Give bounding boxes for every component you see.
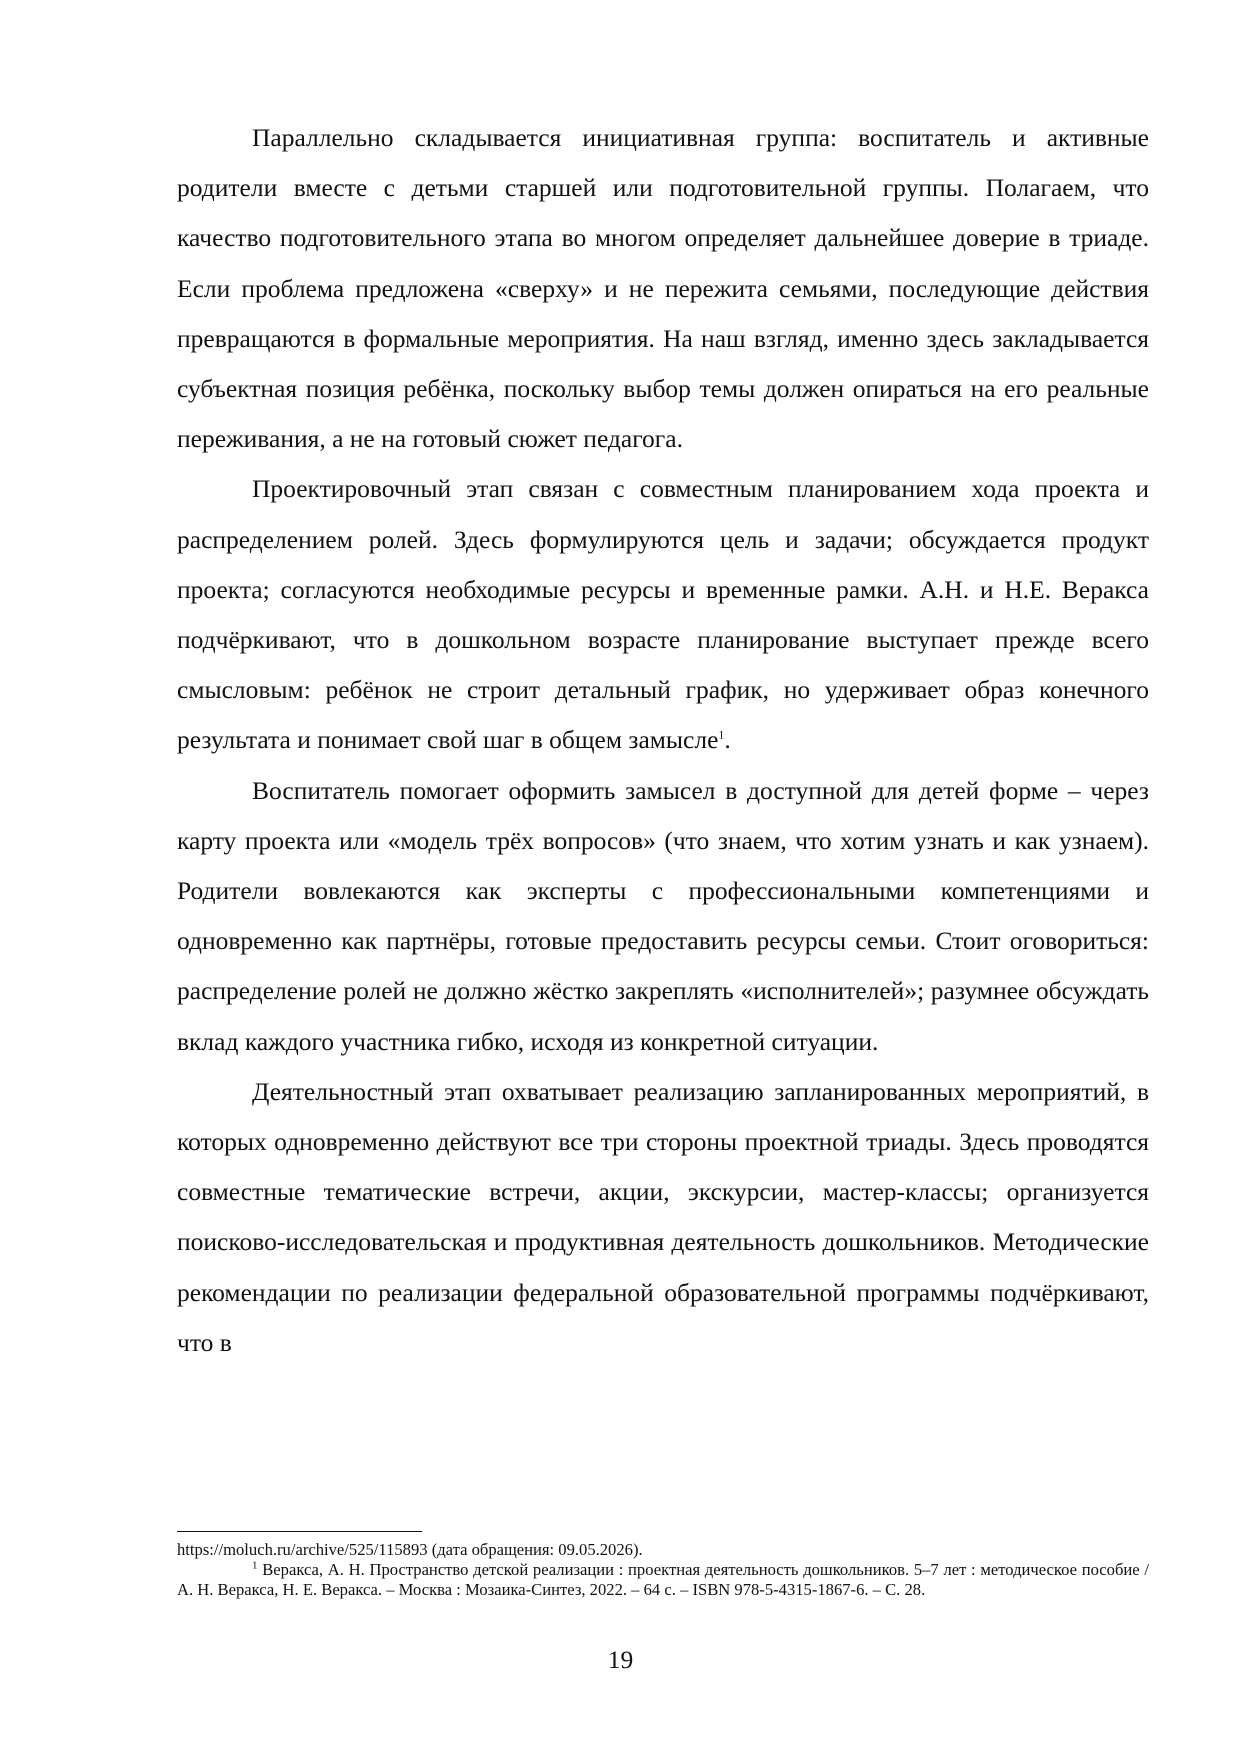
paragraph-text: Деятельностный этап охватывает реализацию запланированных мероприятий, в которых одновременно действуют все три стороны проектной триады. Здесь проводятся совместные тематические встречи, акции, экскурсии, мастер-классы; организуется поисково-исследовательская и продуктивная деятельность дошкольников. Методические рекомендации по реализации федеральной образовательной программы подчёркивают, что в (177, 1076, 1149, 1357)
footnote-1-mark: 1 (252, 1559, 258, 1572)
paragraph-educator-role (177, 766, 1149, 1067)
paragraph-text: Проектировочный этап связан с совместным планированием хода проекта и распределением ролей. Здесь формулируются цель и задачи; обсуждается продукт проекта; согласуются необходимые ресурсы и временные рамки. А.Н. и Н.Е. Веракса подчёркивают, что в дошкольном возрасте планирование выступает прежде всего смысловым: ребёнок не строит детальный график, но удерживает образ конечного результата и понимает свой шаг в общем замысле (177, 474, 1149, 755)
footnote-separator (177, 1531, 422, 1532)
paragraph-tail: . (724, 725, 731, 755)
paragraph-text: Параллельно складывается инициативная группа: воспитатель и активные родители вместе с детьми старшей или подготовительной группы. Полагаем, что качество подготовительного этапа во многом определяет дальнейшее доверие в триаде. Если проблема предложена «сверху» и не пережита семьями, последующие действия превращаются в формальные мероприятия. На наш взгляд, именно здесь закладывается субъектная позиция ребёнка, поскольку выбор темы должен опираться на его реальные переживания, а не на готовый сюжет педагога. (177, 123, 1149, 454)
footnotes (177, 1540, 1149, 1600)
footnote-continuation: https://moluch.ru/archive/525/115893 (дата обращения: 09.05.2026). (177, 1540, 643, 1559)
paragraph-text: Воспитатель помогает оформить замысел в доступной для детей форме – через карту проекта или «модель трёх вопросов» (что знаем, что хотим узнать и как узнаем). Родители вовлекаются как эксперты с профессиональными компетенциями и одновременно как партнёры, готовые предоставить ресурсы семьи. Стоит оговориться: распределение ролей не должно жёстко закреплять «исполнителей»; разумнее обсуждать вклад каждого участника гибко, исходя из конкретной ситуации. (177, 775, 1149, 1056)
footnote-1 (177, 1560, 1149, 1600)
body-text (177, 113, 1149, 1368)
footnote-1-text: Веракса, А. Н. Пространство детской реализации : проектная деятельность дошкольников. 5–7 лет : методическое пособие / А. Н. Веракса, Н. Е. Веракса. – Москва : Мозаика-Синтез, 2022. – 64 с. – ISBN 978-5-4315-1867-6. – С. 28. (177, 1560, 1149, 1599)
footnote-reference: 1 (718, 727, 725, 742)
paragraph-activity-stage (177, 1067, 1149, 1368)
paragraph-initiative-group (177, 113, 1149, 464)
page-number: 19 (607, 1645, 634, 1674)
paragraph-design-stage (177, 464, 1149, 765)
